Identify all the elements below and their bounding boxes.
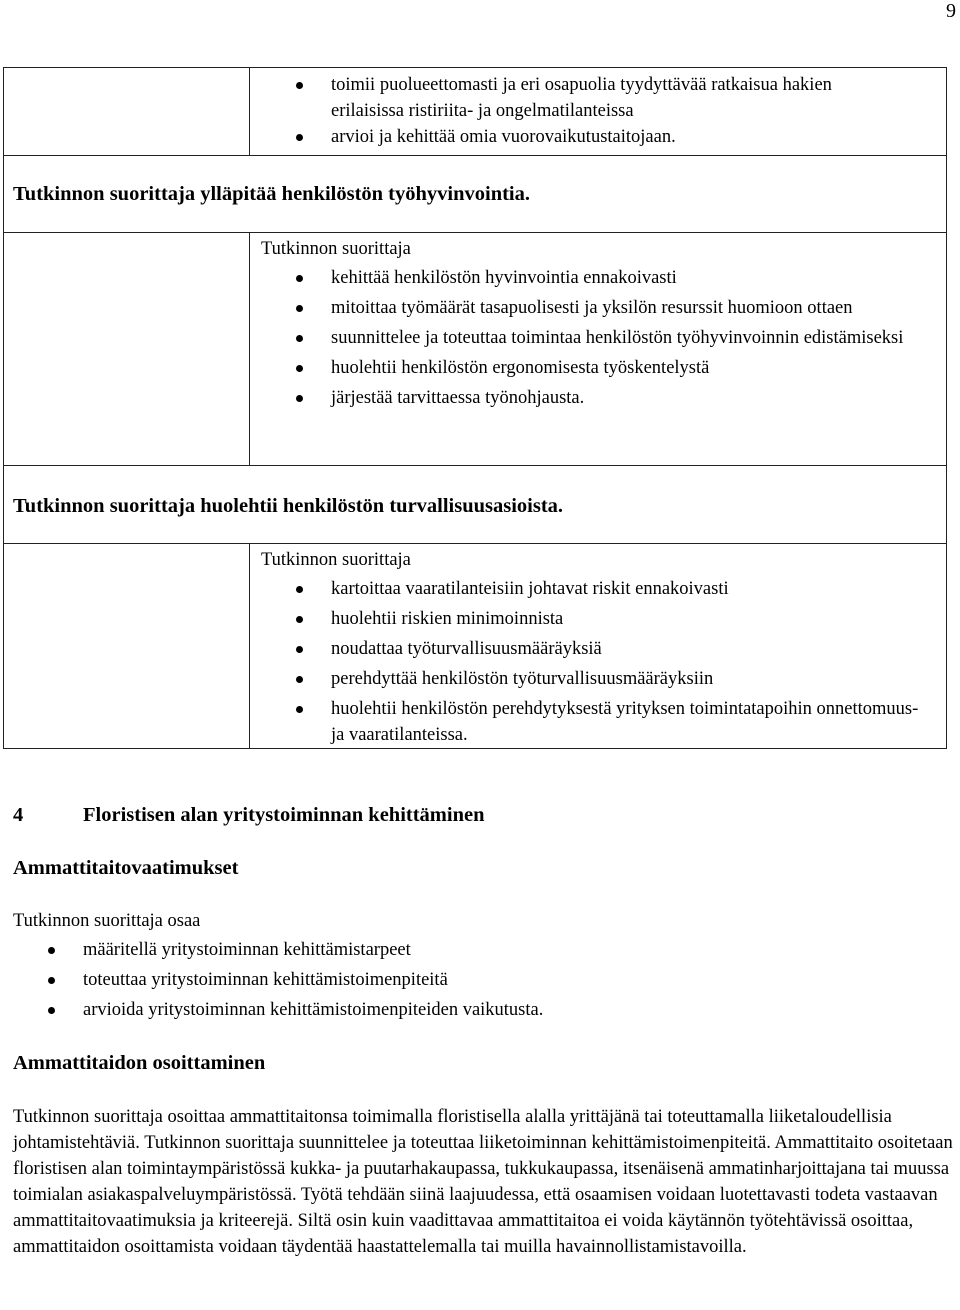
criteria-heading-wellbeing: Tutkinnon suorittaja ylläpitää henkilöstön työhyvinvointia. — [13, 183, 531, 205]
demonstration-heading: Ammattitaidon osoittaminen — [13, 1052, 266, 1074]
bullet-list-safety — [261, 576, 931, 748]
section-number: 4 — [13, 804, 24, 826]
list-item: kartoittaa vaaratilanteisiin johtavat riskit ennakoivasti — [261, 576, 931, 602]
list-item: määritellä yritystoiminnan kehittämistarpeet — [13, 937, 913, 963]
demonstration-text: Tutkinnon suorittaja osoittaa ammattitaitonsa toimimalla floristisella alalla yrittäjänä tai toteuttamalla liiketaloudellisia johtamistehtäviä. Tutkinnon suorittaja suunnittelee ja toteuttaa liiketoiminnan kehittämistoimenpiteitä. Ammattitaito osoitetaan floristisen alan toimintaympäristössä kukka- ja puutarhakaupassa, tukkukaupassa, itsenäisenä ammatinharjoittajana tai muussa toimialan asiakaspalveluympäristössä. Työtä tehdään siinä laajuudessa, että osaamisen voidaan luotettavasti todeta vastaavan ammattitaitovaatimuksia ja kriteerejä. Siltä osin kuin vaadittavaa ammattitaitoa ei voida käytännön työtehtävissä osoittaa, ammattitaidon osoittamista voidaan täydentää haastattelemalla tai muilla havainnollistamistavoilla. — [13, 1107, 953, 1257]
table-row-divider — [3, 232, 947, 233]
bullet-list-interaction — [261, 72, 881, 150]
requirements-heading: Ammattitaitovaatimukset — [13, 857, 239, 879]
criteria-label: Tutkinnon suorittaja — [261, 550, 411, 570]
list-item: järjestää tarvittaessa työnohjausta. — [261, 385, 921, 411]
criteria-label: Tutkinnon suorittaja — [261, 239, 411, 259]
page-number: 9 — [946, 0, 956, 22]
list-item: arvioi ja kehittää omia vuorovaikutustaitojaan. — [261, 124, 881, 150]
list-item: mitoittaa työmäärät tasapuolisesti ja yksilön resurssit huomioon ottaen — [261, 295, 921, 321]
list-item: suunnittelee ja toteuttaa toimintaa henkilöstön työhyvinvoinnin edistämiseksi — [261, 325, 921, 351]
list-item: toteuttaa yritystoiminnan kehittämistoimenpiteitä — [13, 967, 913, 993]
requirements-intro: Tutkinnon suorittaja osaa — [13, 911, 201, 931]
list-item: arvioida yritystoiminnan kehittämistoimenpiteiden vaikutusta. — [13, 997, 913, 1023]
list-item: kehittää henkilöstön hyvinvointia ennakoivasti — [261, 265, 921, 291]
section-title — [13, 802, 484, 828]
list-item: huolehtii henkilöstön ergonomisesta työskentelystä — [261, 355, 921, 381]
list-item: noudattaa työturvallisuusmääräyksiä — [261, 636, 931, 662]
criteria-heading-safety: Tutkinnon suorittaja huolehtii henkilöstön turvallisuusasioista. — [13, 495, 564, 517]
table-column-divider — [249, 67, 250, 155]
list-item: toimii puolueettomasti ja eri osapuolia tyydyttävää ratkaisua hakien erilaisissa ristiriita- ja ongelmatilanteissa — [261, 72, 881, 124]
table-column-divider — [249, 232, 250, 465]
requirements-list — [13, 937, 913, 1023]
table-row-divider — [3, 543, 947, 544]
table-row-divider — [3, 465, 947, 466]
table-column-divider — [249, 543, 250, 749]
section-title-text: Floristisen alan yritystoiminnan kehittäminen — [83, 804, 485, 826]
table-row-divider — [3, 155, 947, 156]
list-item: huolehtii riskien minimoinnista — [261, 606, 931, 632]
list-item: huolehtii henkilöstön perehdytyksestä yrityksen toimintatapoihin onnettomuus- ja vaaratilanteissa. — [261, 696, 931, 748]
bullet-list-wellbeing — [261, 265, 921, 411]
list-item: perehdyttää henkilöstön työturvallisuusmääräyksiin — [261, 666, 931, 692]
